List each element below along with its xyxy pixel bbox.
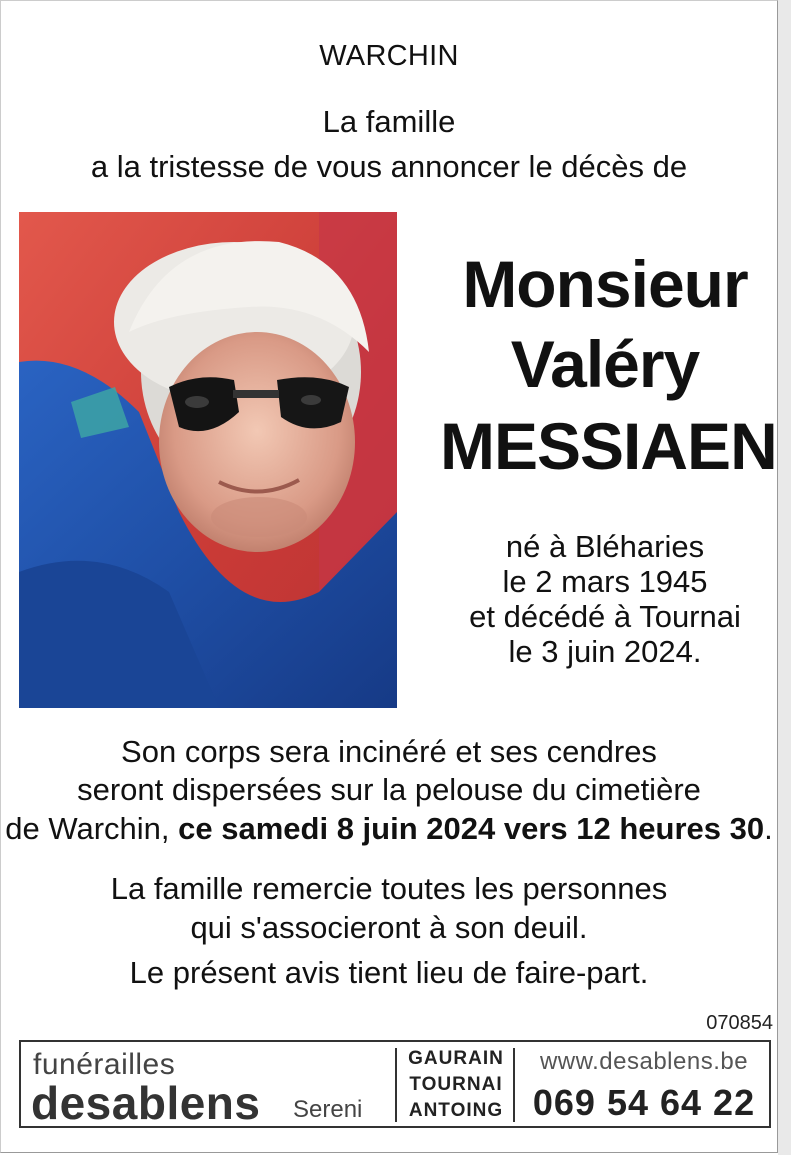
- deceased-title: Monsieur: [462, 247, 748, 321]
- thanks-line-2: qui s'associeront à son deuil.: [190, 910, 588, 945]
- funeral-home-banner: [19, 1040, 771, 1128]
- funeral-line-1: Son corps sera incinéré et ses cendres: [121, 734, 657, 769]
- intro-line-1: La famille: [322, 104, 456, 139]
- brand-label-top: funérailles: [33, 1048, 176, 1081]
- brand-tag: Sereni: [293, 1096, 363, 1123]
- website-link[interactable]: www.desablens.be: [539, 1048, 749, 1075]
- funeral-line-2: seront dispersées sur la pelouse du cimetière: [77, 772, 701, 807]
- town-gaurain: GAURAIN: [408, 1048, 504, 1069]
- page-edge: [778, 0, 791, 1155]
- divider: [395, 1048, 397, 1122]
- birth-place: né à Bléharies: [505, 529, 705, 564]
- intro-line-2: a la tristesse de vous annoncer le décès de: [90, 149, 688, 184]
- funeral-line-3: [0, 811, 778, 847]
- portrait-photo: [19, 212, 397, 708]
- town-antoing: ANTOING: [408, 1100, 504, 1121]
- death-place: et décédé à Tournai: [469, 599, 741, 634]
- reference-number: 070854: [706, 1012, 773, 1034]
- locality-heading: WARCHIN: [319, 40, 459, 72]
- brand-logo: desablens: [31, 1077, 261, 1129]
- death-date: le 3 juin 2024.: [508, 634, 702, 669]
- phone-number[interactable]: 069 54 64 22: [532, 1082, 756, 1123]
- town-tournai: TOURNAI: [409, 1074, 503, 1095]
- funeral-line-3-suffix: .: [764, 811, 773, 846]
- deceased-last-name: MESSIAEN: [440, 409, 777, 483]
- thanks-line-1: La famille remercie toutes les personnes: [110, 871, 668, 906]
- deceased-first-name: Valéry: [510, 327, 700, 401]
- portrait-illustration: [19, 212, 397, 708]
- divider: [513, 1048, 515, 1122]
- town-list: [401, 1046, 511, 1124]
- funeral-datetime: ce samedi 8 juin 2024 vers 12 heures 30: [178, 811, 765, 846]
- notice-disclaimer: Le présent avis tient lieu de faire-part.: [129, 955, 649, 990]
- birth-date: le 2 mars 1945: [502, 564, 708, 599]
- funeral-line-3-prefix: de Warchin,: [5, 811, 179, 846]
